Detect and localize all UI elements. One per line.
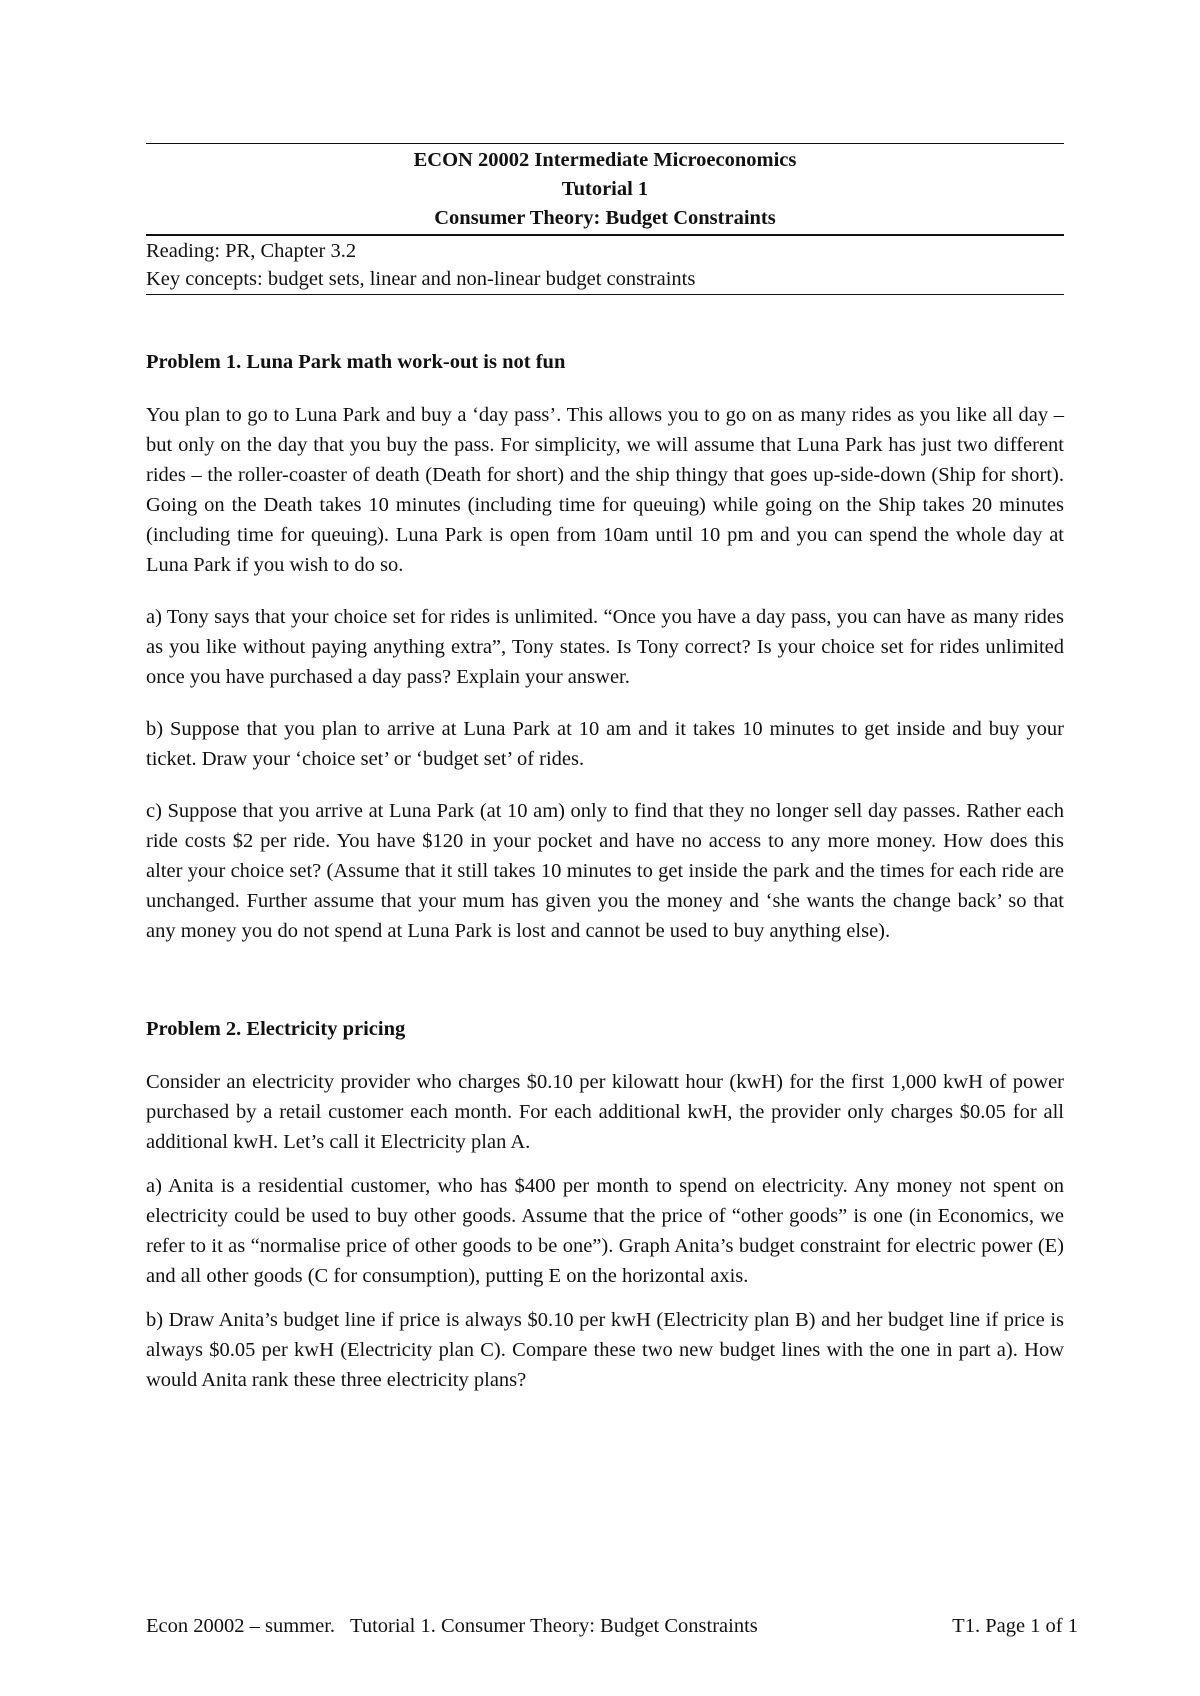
footer-page-number: T1. Page 1 of 1 (952, 1615, 1078, 1637)
page-footer (146, 1611, 1078, 1641)
problem2-part-b: b) Draw Anita’s budget line if price is always $0.10 per kwH (Electricity plan B) and her budget line if price is always $0.05 per kwH (Electricity plan C). Compare these two new budget lines with the one in part a). How would Anita rank these three electricity plans? (146, 1309, 1064, 1391)
meta-block (146, 236, 1064, 294)
title-block (146, 144, 1064, 234)
problem1-part-c: c) Suppose that you arrive at Luna Park (at 10 am) only to find that they no longer sell day passes. Rather each ride costs $2 per ride. You have $120 in your pocket and have no access to any more money. How does this alter your choice set? (Assume that it still takes 10 minutes to get inside the park and the times for each ride are unchanged. Further assume that your mum has given you the money and ‘she wants the change back’ so that any money you do not spend at Luna Park is lost and cannot be used to buy anything else). (146, 800, 1064, 942)
reading-line: Reading: PR, Chapter 3.2 (146, 240, 357, 262)
course-title: ECON 20002 Intermediate Microeconomics (413, 149, 797, 171)
problem1-intro: You plan to go to Luna Park and buy a ‘day pass’. This allows you to go on as many rides as you like all day – but only on the day that you buy the pass. For simplicity, we will assume that Luna Park has just two different rides – the roller-coaster of death (Death for short) and the ship thingy that goes up-side-down (Ship for short). Going on the Death takes 10 minutes (including time for queuing) while going on the Ship takes 20 minutes (including time for queuing). Luna Park is open from 10am until 10 pm and you can spend the whole day at Luna Park if you wish to do so. (146, 404, 1064, 576)
problem2-heading: Problem 2. Electricity pricing (146, 1018, 406, 1040)
key-concepts-line: Key concepts: budget sets, linear and non-linear budget constraints (146, 268, 696, 290)
problem1-part-a: a) Tony says that your choice set for rides is unlimited. “Once you have a day pass, you can have as many rides as you like without paying anything extra”, Tony states. Is Tony correct? Is your choice set for rides unlimited once you have purchased a day pass? Explain your answer. (146, 606, 1064, 688)
problem1-part-b: b) Suppose that you plan to arrive at Luna Park at 10 am and it takes 10 minutes to get inside and buy your ticket. Draw your ‘choice set’ or ‘budget set’ of rides. (146, 718, 1064, 770)
document-page (146, 143, 1064, 1395)
footer-course-info: Econ 20002 – summer. Tutorial 1. Consumer Theory: Budget Constraints (146, 1615, 758, 1637)
problem1-heading: Problem 1. Luna Park math work-out is not fun (146, 351, 566, 373)
tutorial-topic: Consumer Theory: Budget Constraints (434, 207, 776, 229)
meta-rule (146, 294, 1064, 295)
problem2-intro: Consider an electricity provider who charges $0.10 per kilowatt hour (kwH) for the first 1,000 kwH of power purchased by a retail customer each month. For each additional kwH, the provider only charges $0.05 for all additional kwH. Let’s call it Electricity plan A. (146, 1071, 1064, 1153)
problem2-part-a: a) Anita is a residential customer, who has $400 per month to spend on electricity. Any money not spent on electricity could be used to buy other goods. Assume that the price of “other goods” is one (in Economics, we refer to it as “normalise price of other goods to be one”). Graph Anita’s budget constraint for electric power (E) and all other goods (C for consumption), putting E on the horizontal axis. (146, 1175, 1064, 1287)
tutorial-number: Tutorial 1 (561, 178, 649, 200)
